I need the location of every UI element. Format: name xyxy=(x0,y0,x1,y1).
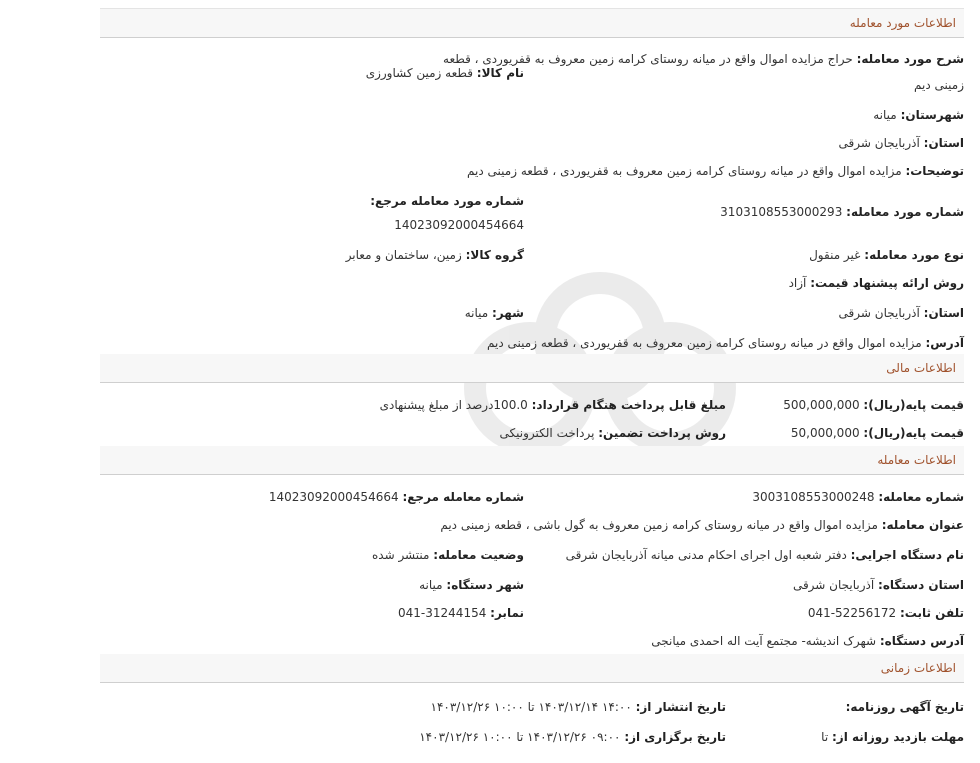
tender-details-panel xyxy=(100,8,964,760)
ref-deal-number-label: شماره مورد معامله مرجع: xyxy=(370,194,524,208)
deal-desc: شرح مورد معامله: حراج مزایده اموال واقع در میانه روستای کرامه زمین معروف به قفریوردی ، قطعه xyxy=(443,52,964,66)
deal-number: شماره مورد معامله: 3103108553000293 xyxy=(720,205,964,219)
org-fax: نمابر: 041-31244154 xyxy=(398,606,524,620)
deal-province: استان: آذربایجان شرقی xyxy=(838,136,964,150)
base-price-2: قیمت پایه(ریال): 50,000,000 xyxy=(790,426,964,440)
deal-notes: توضیحات: مزایده اموال واقع در میانه روستای کرامه زمین معروف به قفریوردی ، قطعه زمینی دیم xyxy=(467,164,964,178)
base-price: قیمت پایه(ریال): 500,000,000 xyxy=(783,398,964,412)
executive-org: نام دستگاه اجرایی: دفتر شعبه اول اجرای احکام مدنی میانه آذربایجان شرقی xyxy=(565,548,964,562)
section-transaction-title: اطلاعات معامله xyxy=(100,446,964,475)
org-address: آدرس دستگاه: شهرک اندیشه- مجتمع آیت اله احمدی میانجی xyxy=(651,634,964,648)
org-province: استان دستگاه: آذربایجان شرقی xyxy=(792,578,964,592)
deal-province-2: استان: آذربایجان شرقی xyxy=(838,306,964,320)
price-method: روش ارائه پیشنهاد قیمت: آزاد xyxy=(788,276,964,290)
transaction-status: وضعیت معامله: منتشر شده xyxy=(371,548,524,562)
item-name: نام کالا: قطعه زمین کشاورزی xyxy=(365,66,524,80)
section-time-title: اطلاعات زمانی xyxy=(100,654,964,683)
deal-type: نوع مورد معامله: غیر منقول xyxy=(809,248,964,262)
deal-county: شهرستان: میانه xyxy=(873,108,964,122)
newspaper-ad-date: تاریخ آگهی روزنامه: xyxy=(845,700,964,714)
publish-date: تاریخ انتشار از: ۱۴:۰۰ ۱۴۰۳/۱۲/۱۴ تا ۱۰:۰۰ ۱۴۰۳/۱۲/۲۶ xyxy=(430,700,726,714)
item-group: گروه کالا: زمین، ساختمان و معابر xyxy=(345,248,524,262)
guarantee-method: روش پرداخت تضمین: پرداخت الکترونیکی xyxy=(499,426,726,440)
transaction-ref-number: شماره معامله مرجع: 14023092000454664 xyxy=(268,490,524,504)
transaction-number: شماره معامله: 3003108553000248 xyxy=(752,490,964,504)
org-city: شهر دستگاه: میانه xyxy=(419,578,524,592)
ref-deal-number: 14023092000454664 xyxy=(394,218,524,232)
deal-city: شهر: میانه xyxy=(464,306,524,320)
daily-visit-deadline: مهلت بازدید روزانه از: تا xyxy=(821,730,964,744)
hold-date: تاریخ برگزاری از: ۰۹:۰۰ ۱۴۰۳/۱۲/۲۶ تا ۱۰:۰۰ ۱۴۰۳/۱۲/۲۶ xyxy=(419,730,726,744)
deal-address: آدرس: مزایده اموال واقع در میانه روستای کرامه زمین معروف به قفریوردی ، قطعه زمینی دیم xyxy=(487,336,964,350)
payable-amount: مبلغ قابل پرداخت هنگام قرارداد: 100.0درصد از مبلغ پیشنهادی xyxy=(379,398,726,412)
section-deal-title: اطلاعات مورد معامله xyxy=(100,8,964,38)
deal-desc-cont: زمینی دیم xyxy=(914,78,964,92)
section-finance-title: اطلاعات مالی xyxy=(100,354,964,383)
transaction-title: عنوان معامله: مزایده اموال واقع در میانه روستای کرامه زمین معروف به گول باشی ، قطعه زمینی دیم xyxy=(440,518,964,532)
org-phone: تلفن ثابت: 041-52256172 xyxy=(807,606,964,620)
